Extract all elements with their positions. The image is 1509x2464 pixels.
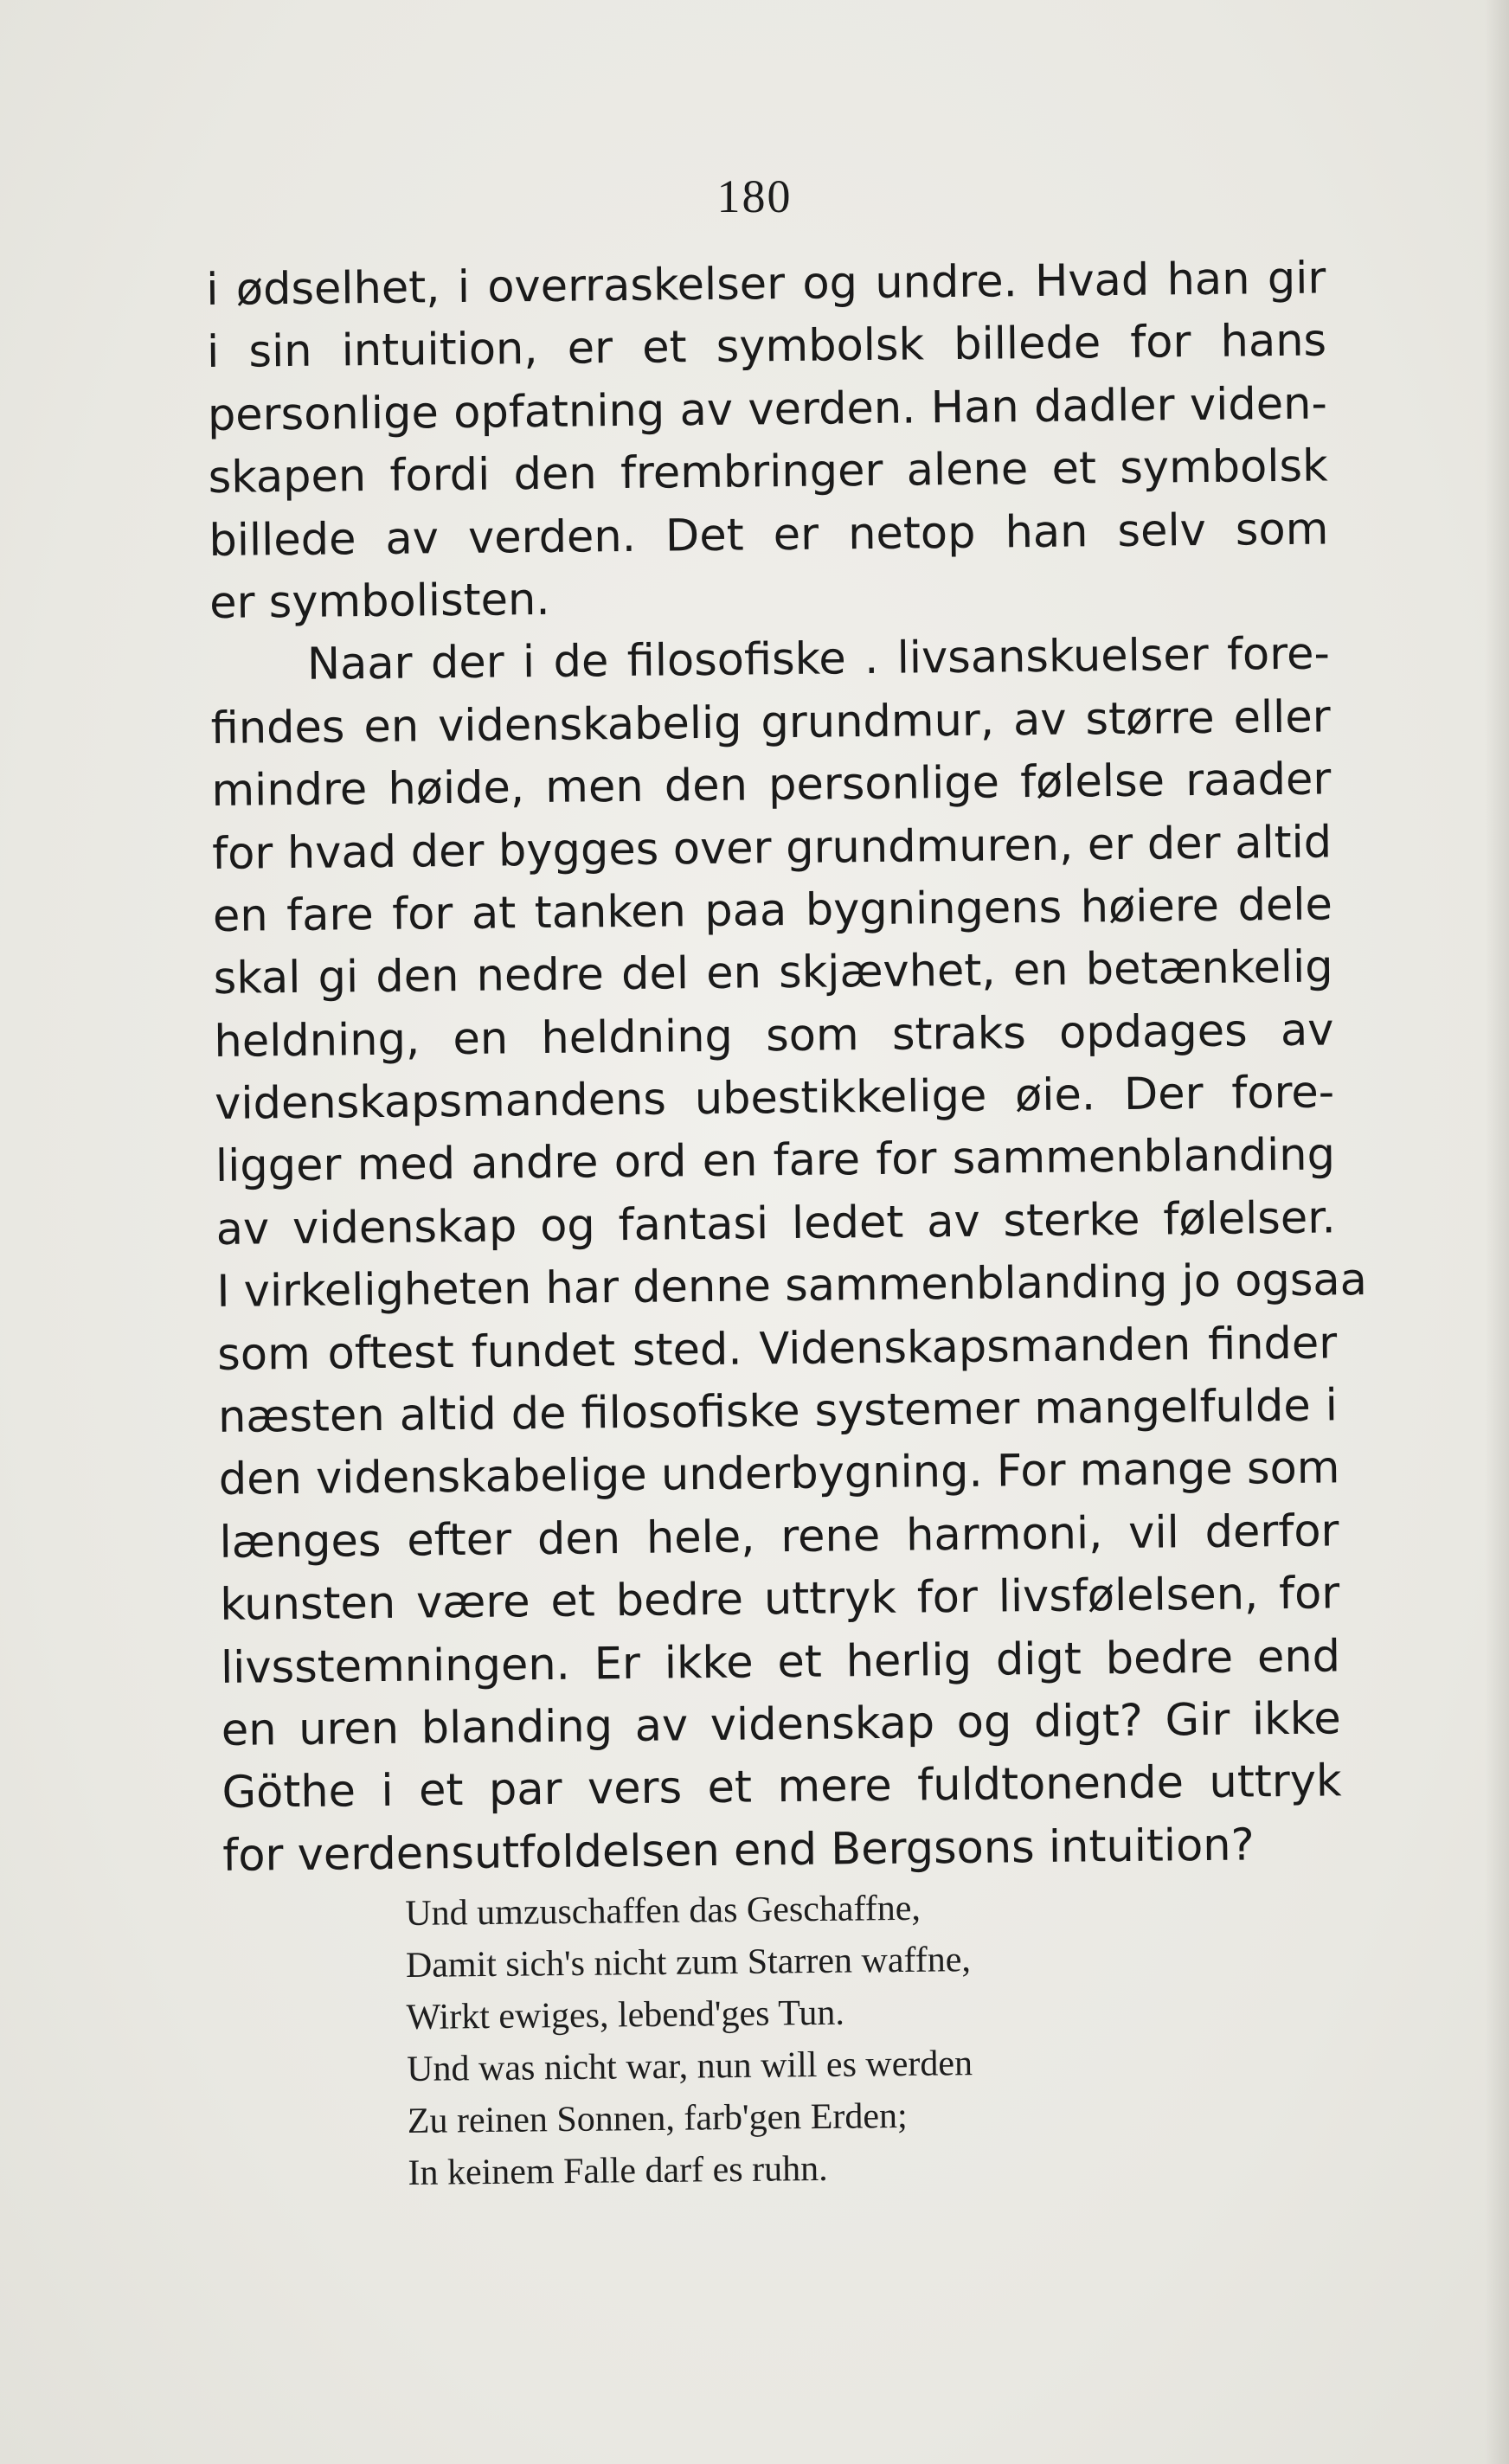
- text-line: næsten altid de filosofiske systemer mangelfulde i: [217, 1380, 1339, 1443]
- verse-line: In keinem Falle darf es ruhn.: [408, 2148, 828, 2193]
- text-line: skapen fordi den frembringer alene et symbolsk: [208, 440, 1328, 504]
- verse-line: Und umzuschaffen das Geschaffne,: [405, 1888, 921, 1934]
- verse-quotation: [405, 1880, 1187, 2199]
- text-line: en fare for at tanken paa bygningens høiere dele: [212, 879, 1333, 942]
- text-line: i ødselhet, i overraskelser og undre. Hvad han gir: [206, 253, 1326, 316]
- verse-line: Und was nicht war, nun will es werden: [406, 2044, 973, 2089]
- text-line: findes en videnskabelig grundmur, av større eller: [210, 691, 1331, 754]
- text-line: ligger med andre ord en fare for sammenblanding: [215, 1129, 1336, 1193]
- text-line: som oftest fundet sted. Videnskapsmanden finder: [216, 1318, 1338, 1381]
- text-line: for hvad der bygges over grundmuren, er der altid: [211, 816, 1332, 880]
- verse-line: Damit sich's nicht zum Starren waffne,: [405, 1940, 972, 1986]
- text-line: billede av verden. Det er netop han selv som: [209, 503, 1329, 567]
- text-line: livsstemningen. Er ikke et herlig digt bedre end: [220, 1630, 1341, 1694]
- verse-line: Zu reinen Sonnen, farb'gen Erden;: [407, 2095, 908, 2141]
- text-line: videnskapsmandens ubestikkelige øie. Der fore-: [214, 1067, 1335, 1131]
- text-line: I virkeligheten har denne sammenblanding jo ogsaa: [216, 1254, 1368, 1319]
- page-number: 180: [716, 170, 793, 222]
- text-line: heldning, en heldning som straks opdages av: [214, 1004, 1334, 1068]
- body-text: [206, 247, 1368, 1888]
- text-line: længes efter den hele, rene harmoni, vil derfor: [219, 1505, 1339, 1569]
- text-line: kunsten være et bedre uttryk for livsfølelsen, for: [219, 1568, 1340, 1632]
- paragraph-start-line: Naar der i de filosofiske . livsanskuelser fore-: [306, 628, 1331, 691]
- text-line: i sin intuition, er et symbolsk billede for hans: [206, 315, 1327, 379]
- text-line: Göthe i et par vers et mere fuldtonende uttryk: [222, 1755, 1342, 1819]
- text-line: mindre høide, men den personlige følelse raader: [211, 754, 1332, 818]
- text-line: den videnskabelige underbygning. For mange som: [218, 1442, 1340, 1506]
- text-line: personlige opfatning av verden. Han dadler viden-: [207, 378, 1328, 441]
- verse-line: Wirkt ewiges, lebend'ges Tun.: [406, 1992, 845, 2037]
- text-line: skal gi den nedre del en skjævhet, en betænkelig: [213, 941, 1333, 1005]
- text-line: av videnskap og fantasi ledet av sterke følelser.: [215, 1192, 1336, 1255]
- text-line: en uren blanding av videnskap og digt? Gir ikke: [221, 1693, 1342, 1756]
- text-line: for verdensutfoldelsen end Bergsons intuition?: [222, 1819, 1255, 1882]
- text-line: er symbolisten.: [209, 574, 550, 629]
- page-edge-shadow: [1485, 0, 1509, 2464]
